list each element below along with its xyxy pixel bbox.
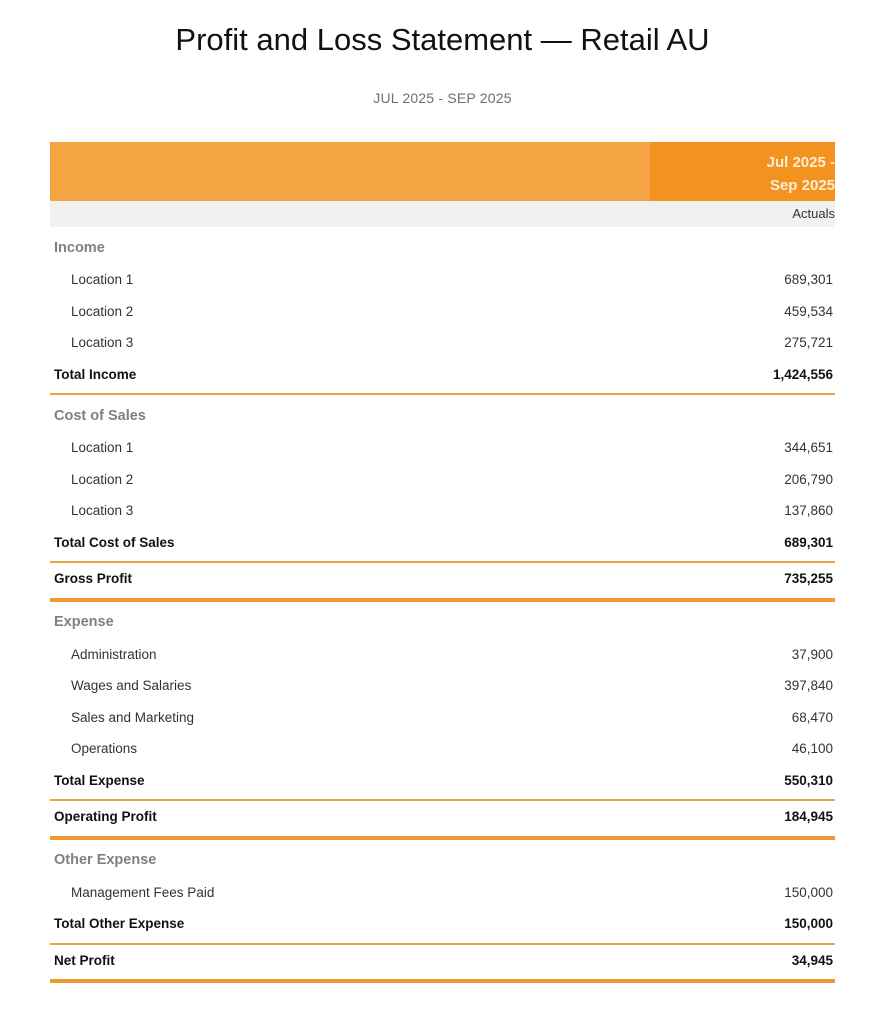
section-label: Other Expense <box>54 852 157 868</box>
report-period: JUL 2025 - SEP 2025 <box>373 90 512 106</box>
line-item <box>50 877 835 909</box>
total-row-expense <box>50 765 835 797</box>
header-label-column <box>50 142 650 201</box>
line-item-label: Location 2 <box>71 303 134 319</box>
total-value: 1,424,556 <box>772 366 833 382</box>
summary-label: Operating Profit <box>54 809 157 825</box>
line-item-label: Wages and Salaries <box>71 678 192 694</box>
line-item-value: 344,651 <box>784 440 833 456</box>
line-item-label: Location 1 <box>71 272 134 288</box>
summary-value: 735,255 <box>784 571 833 587</box>
line-item <box>50 733 835 765</box>
line-item <box>50 464 835 496</box>
summary-label: Net Profit <box>54 952 115 968</box>
line-item <box>50 670 835 702</box>
summary-value: 34,945 <box>791 952 833 968</box>
section-heading-other-expense <box>50 840 835 877</box>
section-heading-cost-of-sales <box>50 395 835 432</box>
summary-label: Gross Profit <box>54 571 133 587</box>
report-title: Profit and Loss Statement — Retail AU <box>175 22 710 57</box>
total-row-income <box>50 359 835 391</box>
section-heading-expense <box>50 602 835 639</box>
line-item-label: Location 3 <box>71 335 134 351</box>
total-value: 689,301 <box>784 534 833 550</box>
pnl-table <box>50 142 835 983</box>
line-item <box>50 264 835 296</box>
line-item-value: 206,790 <box>784 471 833 487</box>
line-item-label: Location 2 <box>71 471 134 487</box>
line-item-value: 275,721 <box>784 335 833 351</box>
total-value: 550,310 <box>784 772 833 788</box>
section-label: Cost of Sales <box>54 407 146 424</box>
line-item-value: 37,900 <box>791 646 833 662</box>
section-heading-income <box>50 227 835 264</box>
line-item-label: Location 1 <box>71 440 134 456</box>
summary-row-net-profit <box>50 945 835 977</box>
line-item-value: 459,534 <box>784 303 833 319</box>
total-label: Total Expense <box>54 772 145 788</box>
summary-value: 184,945 <box>784 809 833 825</box>
header-period-column <box>650 142 835 201</box>
line-item <box>50 702 835 734</box>
line-item-label: Management Fees Paid <box>71 884 215 900</box>
header-period-line1: Jul 2025 - <box>766 154 835 171</box>
total-label: Total Income <box>54 366 137 382</box>
total-label: Total Cost of Sales <box>54 534 175 550</box>
line-item-value: 137,860 <box>784 503 833 519</box>
total-label: Total Other Expense <box>54 916 185 932</box>
line-item <box>50 296 835 328</box>
header-period-line2: Sep 2025 <box>769 177 835 194</box>
line-item-label: Administration <box>71 646 157 662</box>
line-item-label: Operations <box>71 741 138 757</box>
table-header <box>50 142 835 201</box>
line-item-value: 46,100 <box>791 741 833 757</box>
summary-row-operating-profit <box>50 801 835 833</box>
section-label: Expense <box>54 614 114 630</box>
line-item <box>50 495 835 527</box>
line-item-label: Location 3 <box>71 503 134 519</box>
total-value: 150,000 <box>784 916 833 932</box>
line-item <box>50 327 835 359</box>
total-row-other-expense <box>50 908 835 940</box>
line-item-value: 68,470 <box>791 709 833 725</box>
divider-thick <box>50 979 835 983</box>
line-item <box>50 639 835 671</box>
total-row-cost-of-sales <box>50 527 835 559</box>
line-item <box>50 432 835 464</box>
line-item-value: 689,301 <box>784 272 833 288</box>
summary-row-gross-profit <box>50 563 835 595</box>
line-item-label: Sales and Marketing <box>71 709 195 725</box>
line-item-value: 397,840 <box>784 678 833 694</box>
line-item-value: 150,000 <box>784 884 833 900</box>
section-label: Income <box>54 239 105 256</box>
column-subheader: Actuals <box>50 201 835 227</box>
